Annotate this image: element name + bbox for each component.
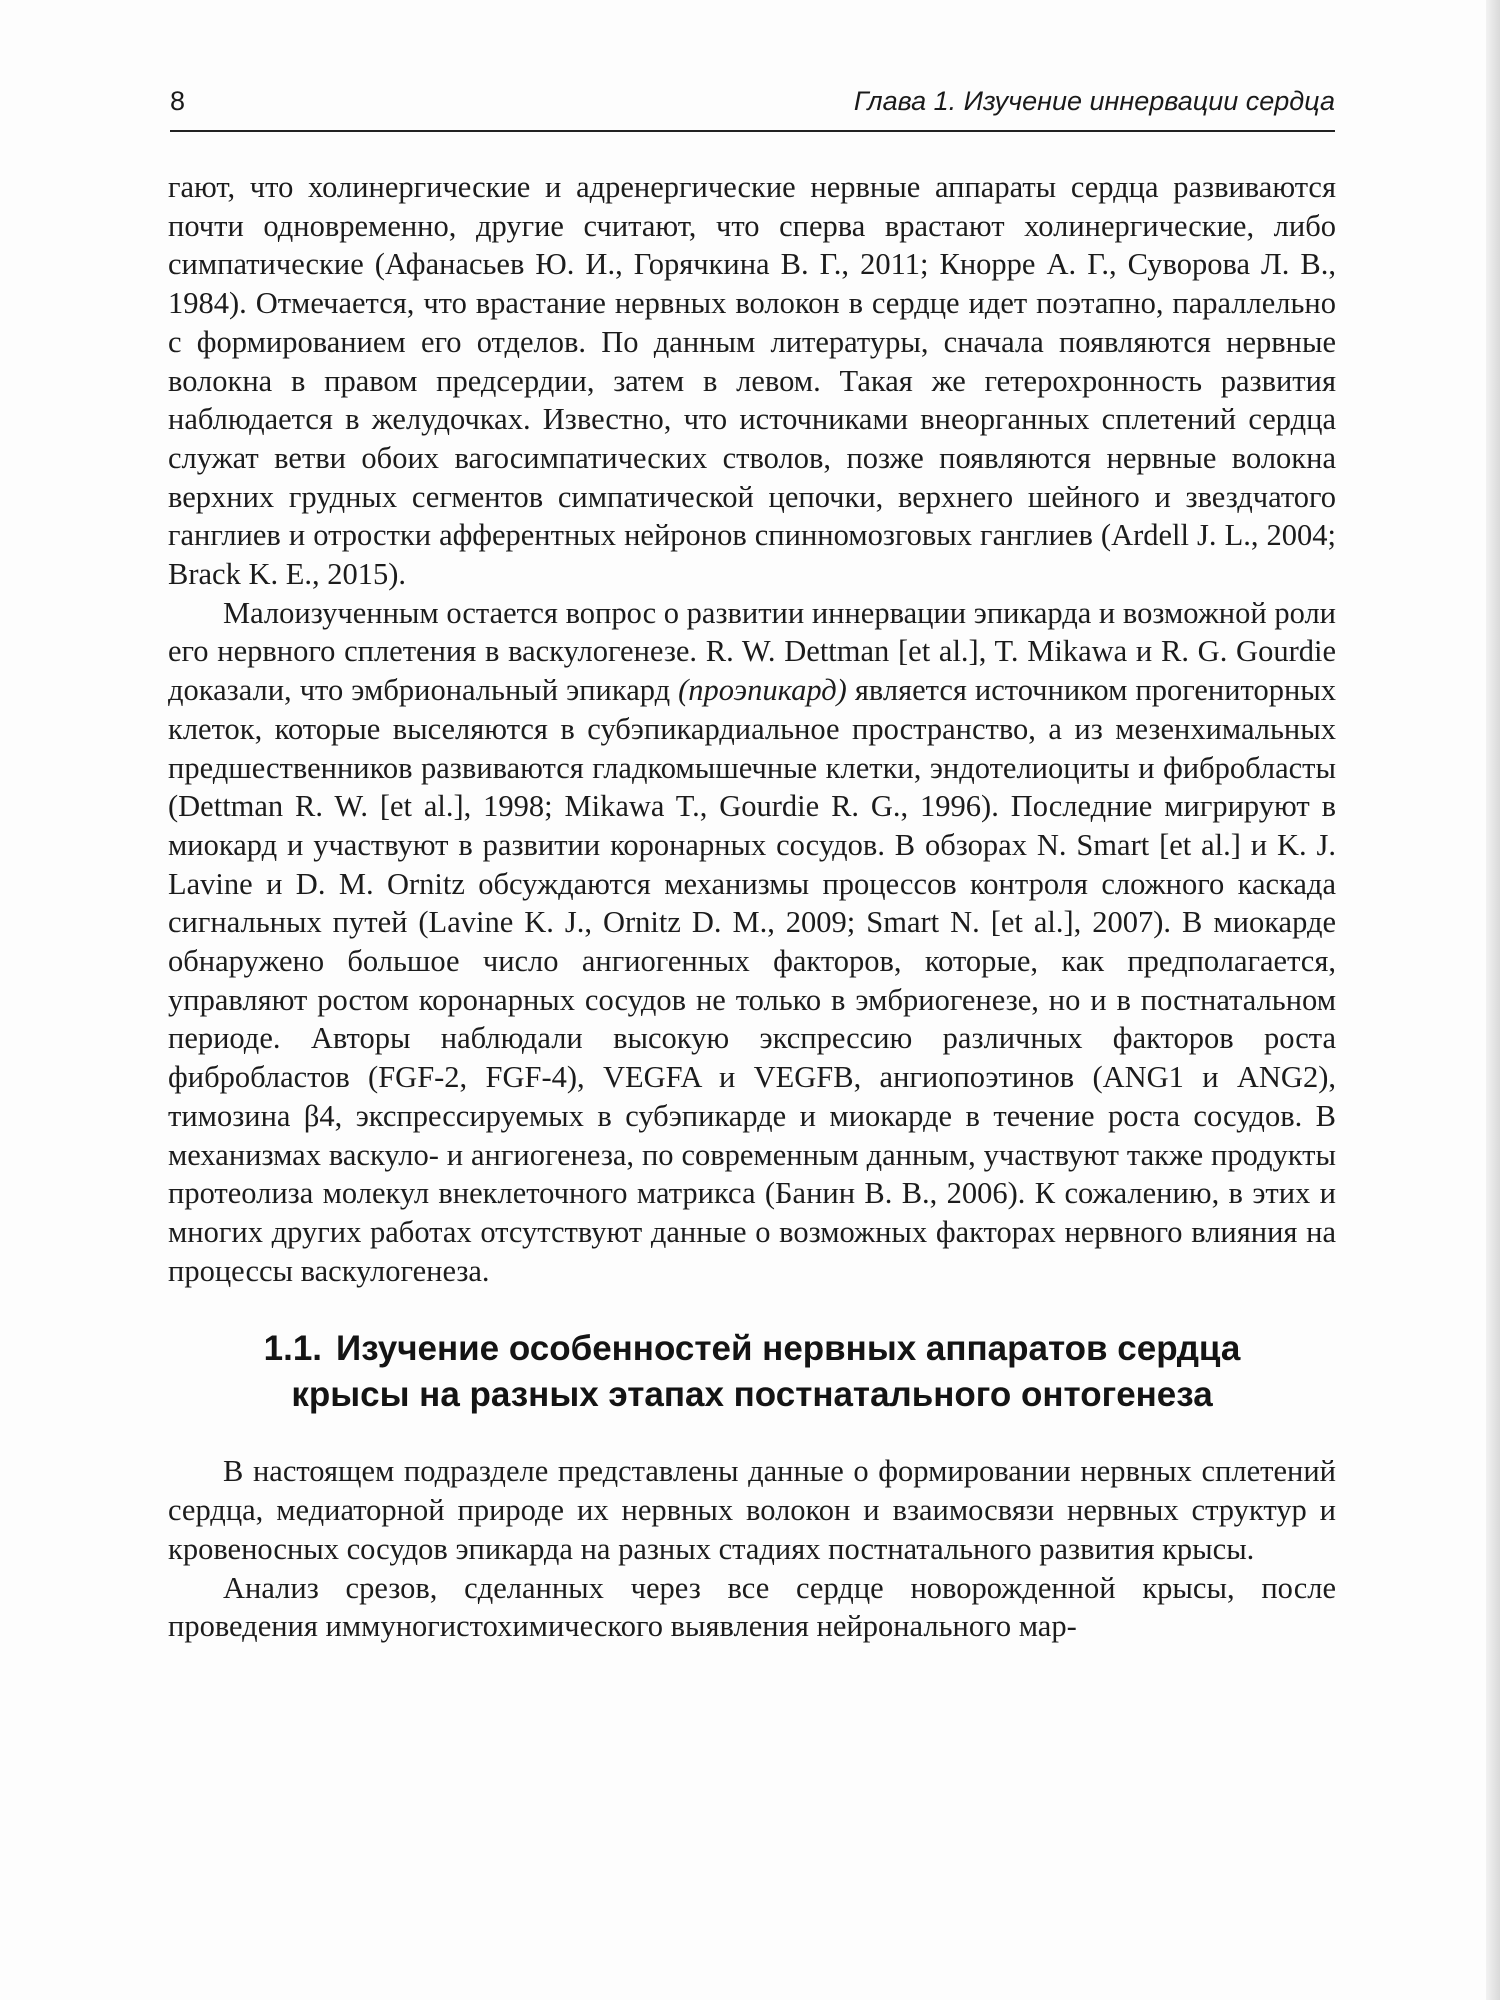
- section-heading-line-1: [168, 1326, 1336, 1372]
- page-number: 8: [170, 86, 186, 116]
- section-title-part-2: крысы на разных этапах постнатального онтогенеза: [291, 1375, 1213, 1415]
- paragraph-section-intro: В настоящем подразделе представлены данные о формировании нервных сплетений сердца, медиаторной природе их нервных волокон и взаимосвязи нервных структур и кровеносных сосудов эпикарда на разных стадиях постнатального развития крысы.: [168, 1454, 1336, 1566]
- paragraph-text: является источником прогениторных клеток, которые выселяются в субэпикардиальное пространство, а из мезенхимальных предшественников развиваются гладкомышечные клетки, эндотелиоциты и фибробласты (Dettman R. W. [et al.], 1998; Mikawa T., Gourdie R. G., 1996). Последние мигрируют в миокард и участвуют в развитии коронарных сосудов. В обзорах N. Smart [et al.] и K. J. Lavine и D. M. Ornitz обсуждаются механизмы процессов контроля сложного каскада сигнальных путей (Lavine K. J., Ornitz D. M., 2009; Smart N. [et al.], 2007). В миокарде обнаружено большое число ангиогенных факторов, которые, как предполагается, управляют ростом коронарных сосудов не только в эмбриогенезе, но и в постнатальном периоде. Авторы наблюдали высокую экспрессию различных факторов роста фибробластов (FGF-2, FGF-4), VEGFA и VEGFB, ангиопоэтинов (ANG1 и ANG2), тимозина β4, экспрессируемых в субэпикарде и миокарде в течение роста сосудов. В механизмах васкуло- и ангиогенеза, по современным данным, участвуют также продукты протеолиза молекул внеклеточного матрикса (Банин В. В., 2006). К сожалению, в этих и многих других работах отсутствуют данные о возможных факторах нервного влияния на процессы васкулогенеза.: [168, 673, 1337, 1288]
- chapter-title: Глава 1. Изучение иннервации сердца: [853, 86, 1335, 116]
- running-header: [170, 86, 1335, 132]
- paragraph-continued: гают, что холинергические и адренергические нервные аппараты сердца развиваются почти одновременно, другие считают, что сперва врастают холинергические, либо симпатические (Афанасьев Ю. И., Горячкина В. Г., 2011; Кнорре А. Г., Суворова Л. В., 1984). Отмечается, что врастание нервных волокон в сердце идет поэтапно, параллельно с формированием его отделов. По данным литературы, сначала появляются нервные волокна в правом предсердии, затем в левом. Такая же гетерохронность развития наблюдается в желудочках. Известно, что источниками внеорганных сплетений сердца служат ветви обоих вагосимпатических стволов, позже появляются нервные волокна верхних грудных сегментов симпатической цепочки, верхнего шейного и звездчатого ганглиев и отростки афферентных нейронов спинномозговых ганглиев (Ardell J. L., 2004; Brack K. E., 2015).: [168, 170, 1336, 592]
- italic-term: (проэпикард): [678, 673, 847, 708]
- page-gutter-shadow: [1486, 0, 1500, 2000]
- paragraph-text: Малоизученным остается вопрос о развитии иннервации эпикарда и возможной роли его нервного сплетения в васкулогенезе. R. W. Dettman [et al.], T. Mikawa и R. G. Gourdie доказали, что эмбриональный эпикард: [168, 595, 1336, 708]
- section-heading: [168, 1326, 1336, 1418]
- section-number: 1.1.: [263, 1329, 323, 1369]
- paragraph-epicardium: [168, 594, 1336, 1291]
- main-text: [168, 168, 1336, 1646]
- section-title-part-1: Изучение особенностей нервных аппаратов сердца: [336, 1329, 1241, 1369]
- paragraph-section-analysis: Анализ срезов, сделанных через все сердце новорожденной крысы, после проведения иммуногистохимического выявления нейронального мар-: [168, 1570, 1336, 1644]
